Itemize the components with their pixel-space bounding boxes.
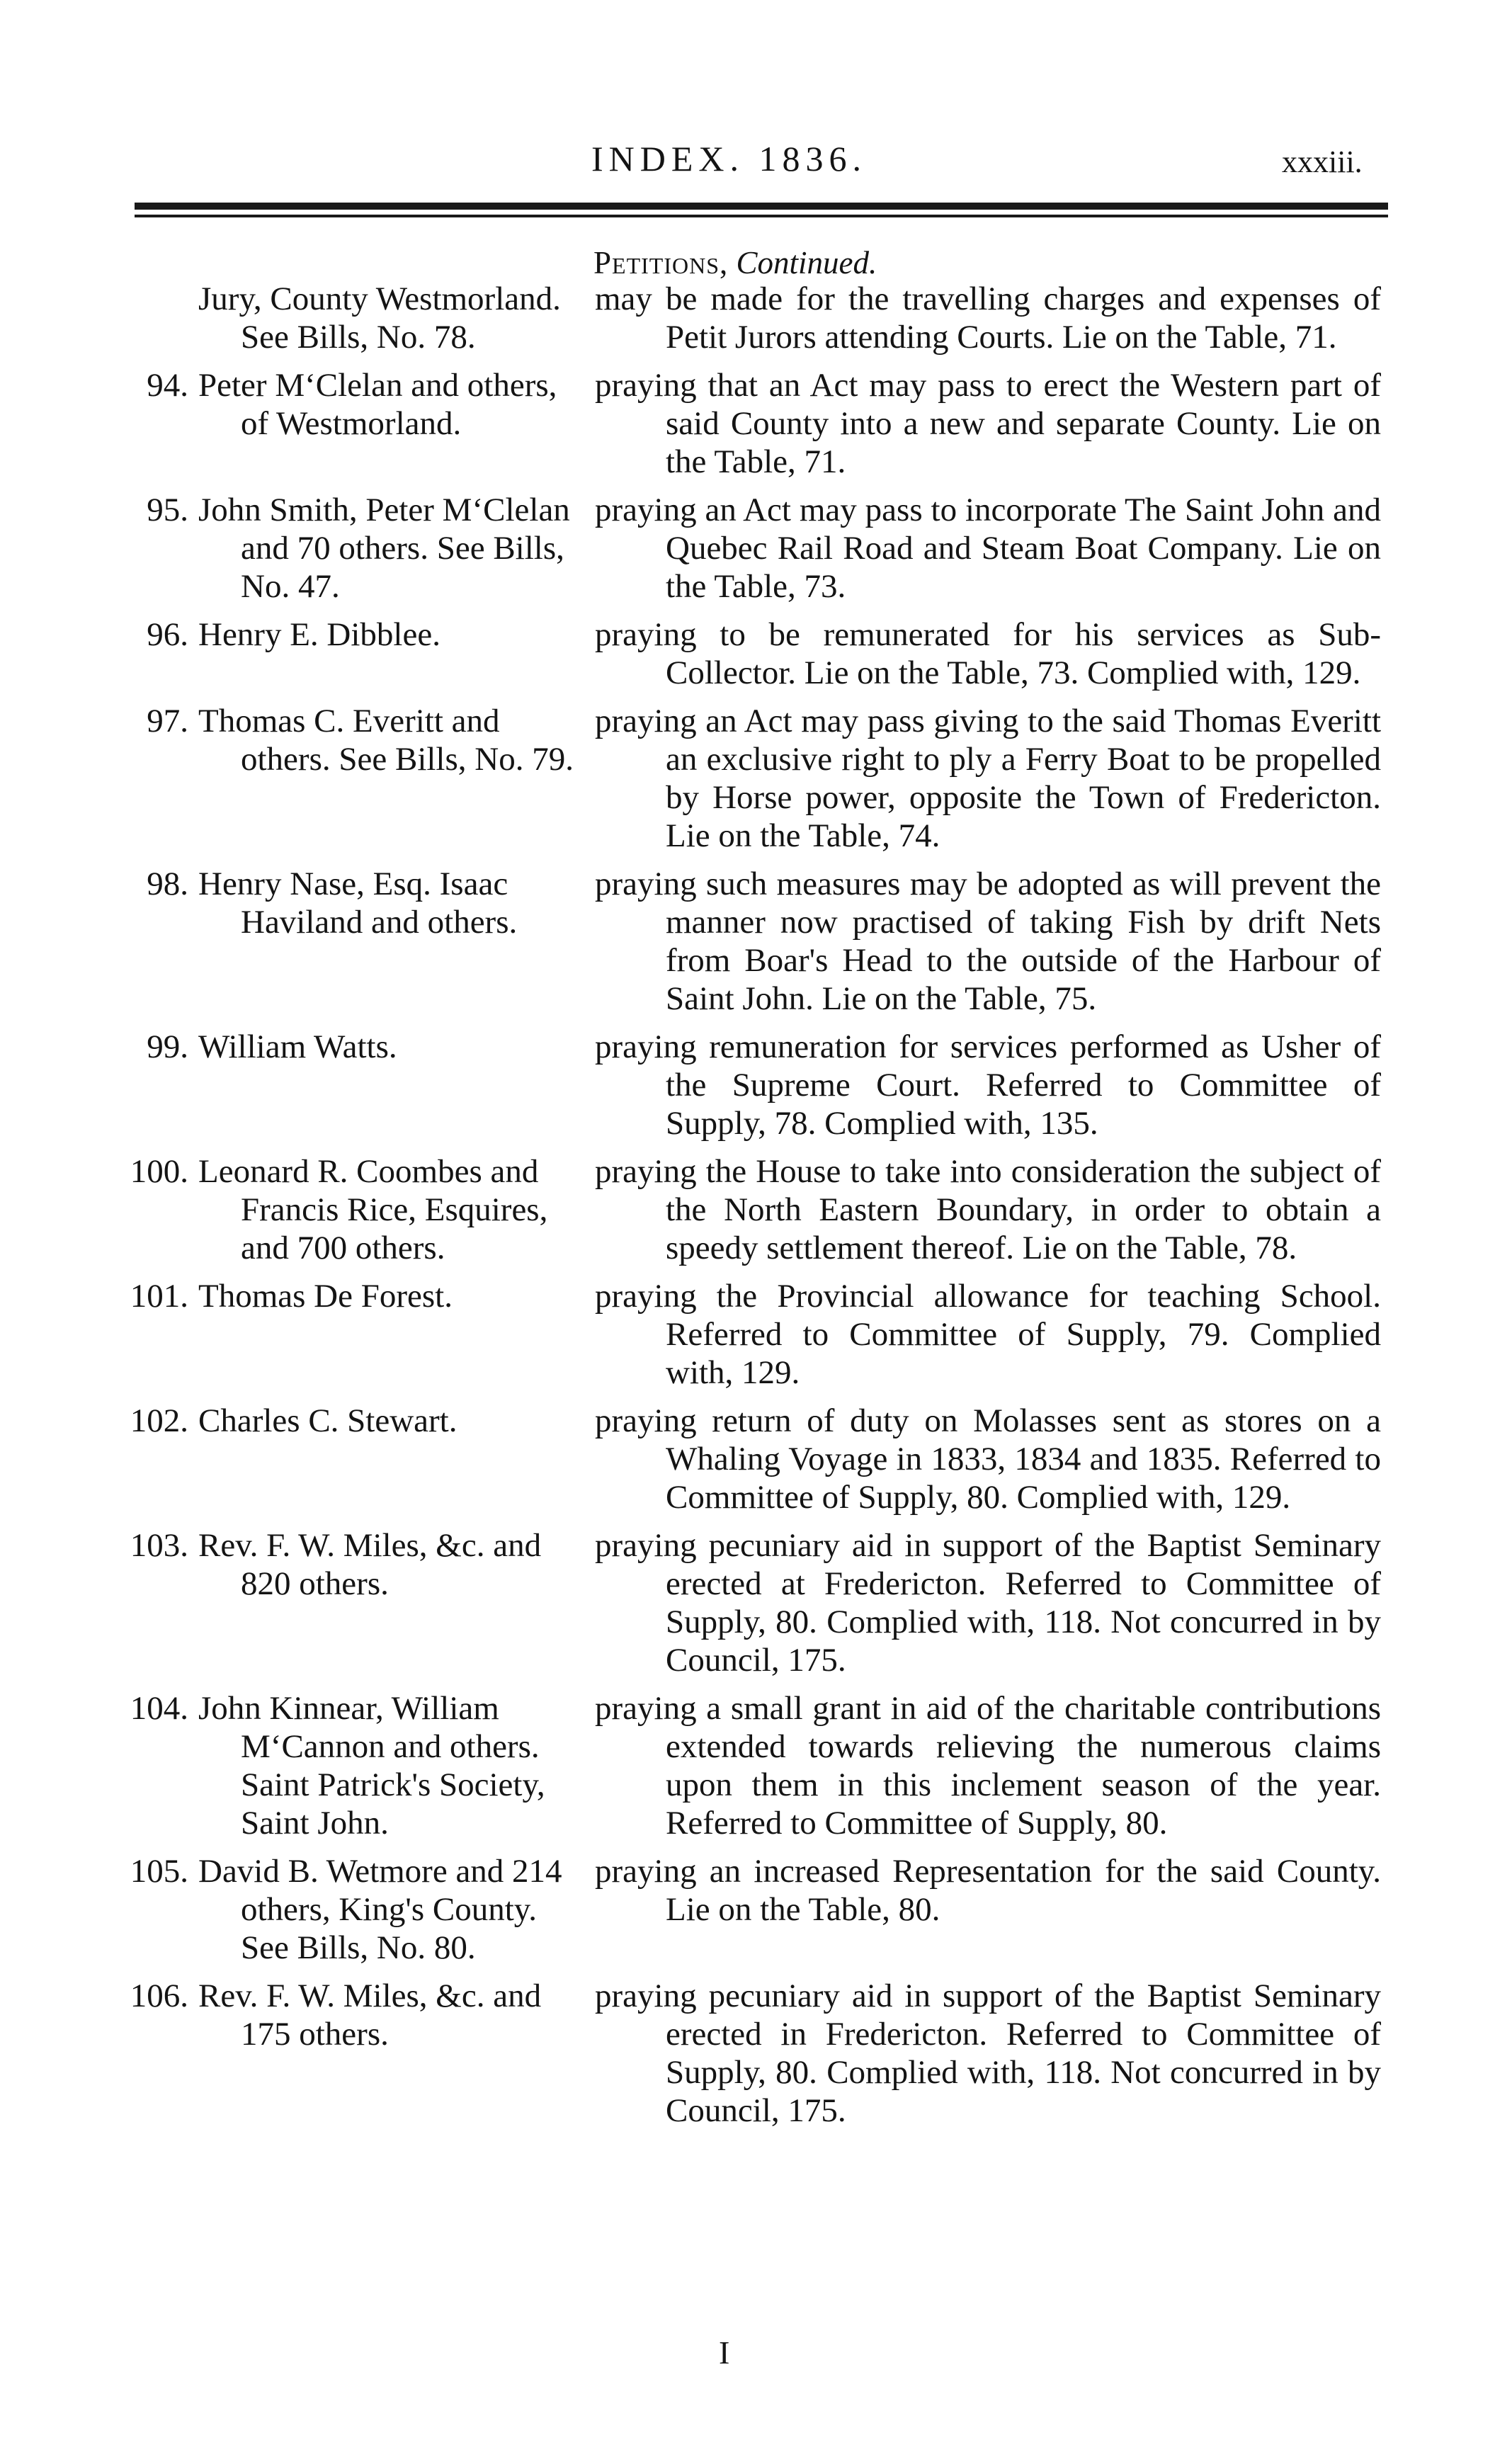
petitioner-name: Leonard R. Coombes and Francis Rice, Esquires, and 700 others. bbox=[198, 1153, 548, 1266]
petition-number bbox=[0, 280, 198, 356]
petitioner-name: Henry Nase, Esq. Isaac Haviland and others. bbox=[198, 866, 518, 941]
petitioner-name: Thomas C. Everitt and others. See Bills, No. 79. bbox=[198, 703, 574, 778]
petition-number: 99. bbox=[147, 1028, 188, 1065]
petitioner-name: Rev. F. W. Miles, &c. and 820 others. bbox=[198, 1527, 542, 1602]
petitioner-name: Charles C. Stewart. bbox=[198, 1402, 457, 1439]
petition-entry bbox=[0, 1852, 1512, 1967]
page-title: INDEX. 1836. bbox=[591, 139, 868, 178]
petitioner-name: Peter M‘Clelan and others, of Westmorland. bbox=[198, 367, 557, 442]
page-number: xxxiii. bbox=[1282, 144, 1363, 179]
section-heading-continued: Continued. bbox=[736, 245, 877, 280]
petitioner-name: David B. Wetmore and 214 others, King's County. See Bills, No. 80. bbox=[198, 1853, 562, 1966]
petition-description: praying pecuniary aid in support of the Baptist Seminary erected at Fredericton. Referred to Committee of Supply, 80. Complied with, 118. Not concurred in by Council, 175. bbox=[595, 1527, 1381, 1679]
petition-number: 101. bbox=[130, 1278, 188, 1315]
petition-entry bbox=[0, 1277, 1512, 1392]
petition-number: 97. bbox=[147, 703, 188, 739]
petition-entry bbox=[0, 702, 1512, 855]
petition-entry bbox=[0, 280, 1512, 356]
petitioner-name: Rev. F. W. Miles, &c. and 175 others. bbox=[198, 1977, 542, 2053]
petitioner-name: Henry E. Dibblee. bbox=[198, 616, 440, 653]
petition-entry bbox=[0, 1028, 1512, 1142]
petition-entry bbox=[0, 1152, 1512, 1267]
petition-description: praying the House to take into consideration the subject of the North Eastern Boundary, in order to obtain a speedy settlement thereof. Lie on the Table, 78. bbox=[595, 1153, 1381, 1266]
petition-number: 106. bbox=[130, 1977, 188, 2014]
petition-number: 96. bbox=[147, 616, 188, 653]
petition-list bbox=[0, 280, 1512, 2130]
petition-description: praying such measures may be adopted as will prevent the manner now practised of taking Fish by drift Nets from Boar's Head to the outside of the Harbour of Saint John. Lie on the Table, 75. bbox=[595, 866, 1381, 1017]
petition-description: praying an Act may pass to incorporate The Saint John and Quebec Rail Road and Steam Boat Company. Lie on the Table, 73. bbox=[595, 492, 1381, 605]
signature-mark: I bbox=[719, 2334, 730, 2371]
petition-entry bbox=[0, 1526, 1512, 1679]
petition-number: 100. bbox=[130, 1153, 188, 1190]
petition-description: praying remuneration for services performed as Usher of the Supreme Court. Referred to Committee of Supply, 78. Complied with, 135. bbox=[595, 1028, 1381, 1142]
petitioner-name: Jury, County Westmorland. See Bills, No. 78. bbox=[198, 280, 561, 356]
petitioner-name: Thomas De Forest. bbox=[198, 1278, 453, 1315]
page-header bbox=[0, 138, 1512, 188]
petition-description: praying return of duty on Molasses sent as stores on a Whaling Voyage in 1833, 1834 and 1835. Referred to Committee of Supply, 80. Complied with, 129. bbox=[595, 1402, 1381, 1516]
petition-description: praying the Provincial allowance for teaching School. Referred to Committee of Supply, 79. Complied with, 129. bbox=[595, 1278, 1381, 1391]
petitioner-name: William Watts. bbox=[198, 1028, 397, 1065]
petition-description: praying that an Act may pass to erect the Western part of said County into a new and separate County. Lie on the Table, 71. bbox=[595, 367, 1381, 480]
petition-description: may be made for the travelling charges and expenses of Petit Jurors attending Courts. Lie on the Table, 71. bbox=[595, 280, 1381, 356]
petition-description: praying to be remunerated for his services as Sub-Collector. Lie on the Table, 73. Complied with, 129. bbox=[595, 616, 1381, 691]
petition-description: praying pecuniary aid in support of the Baptist Seminary erected in Fredericton. Referred to Committee of Supply, 80. Complied with, 118. Not concurred in by Council, 175. bbox=[595, 1977, 1381, 2129]
petition-entry bbox=[0, 1402, 1512, 1516]
petition-number: 94. bbox=[147, 367, 188, 404]
petition-description: praying an Act may pass giving to the said Thomas Everitt an exclusive right to ply a Ferry Boat to be propelled by Horse power, opposite the Town of Fredericton. Lie on the Table, 74. bbox=[595, 703, 1381, 854]
petition-description: praying an increased Representation for the said County. Lie on the Table, 80. bbox=[595, 1853, 1381, 1928]
petition-entry bbox=[0, 615, 1512, 692]
petition-entry bbox=[0, 1977, 1512, 2130]
petition-number: 98. bbox=[147, 866, 188, 902]
petition-description: praying a small grant in aid of the charitable contributions extended towards relieving the numerous claims upon them in this inclement season of the year. Referred to Committee of Supply, 80. bbox=[595, 1690, 1381, 1842]
header-rule-thin bbox=[135, 215, 1388, 217]
section-heading-label: Petitions, bbox=[593, 245, 729, 280]
petition-number: 104. bbox=[130, 1690, 188, 1727]
petition-number: 95. bbox=[147, 492, 188, 528]
section-heading bbox=[593, 244, 877, 281]
petition-number: 105. bbox=[130, 1853, 188, 1890]
petition-number: 102. bbox=[130, 1402, 188, 1439]
petition-entry bbox=[0, 366, 1512, 481]
header-rule-thick bbox=[135, 203, 1388, 210]
petition-entry bbox=[0, 491, 1512, 606]
petitioner-name: John Smith, Peter M‘Clelan and 70 others. See Bills, No. 47. bbox=[198, 492, 570, 605]
petition-entry bbox=[0, 865, 1512, 1018]
petitioner-name: John Kinnear, William M‘Cannon and others. Saint Patrick's Society, Saint John. bbox=[198, 1690, 545, 1842]
petition-entry bbox=[0, 1689, 1512, 1842]
petition-number: 103. bbox=[130, 1527, 188, 1564]
